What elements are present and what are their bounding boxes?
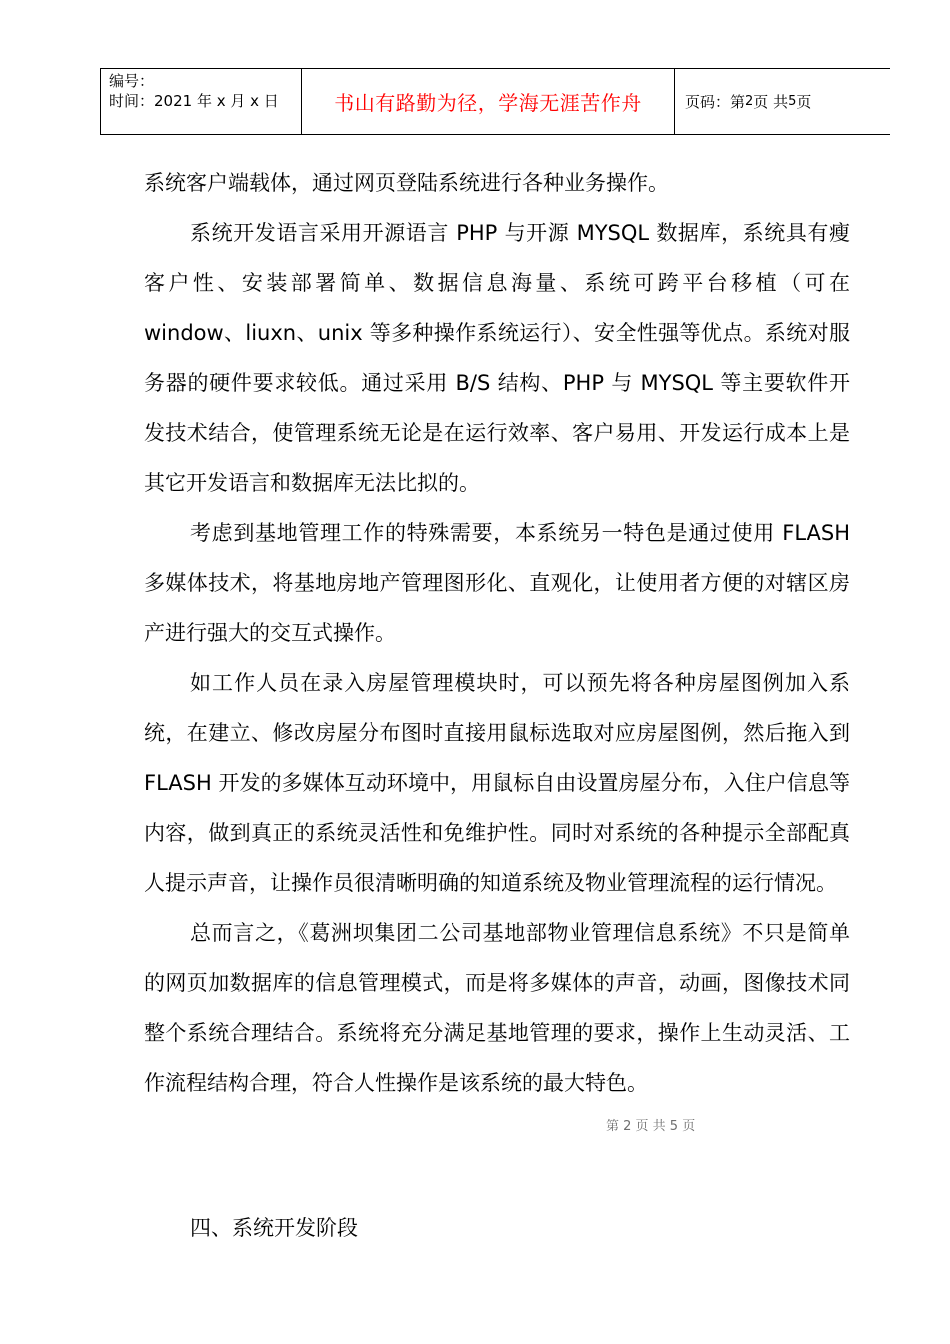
document-body xyxy=(144,158,850,1108)
header-motto-cell xyxy=(302,69,675,134)
paragraph-3: 考虑到基地管理工作的特殊需要，本系统另一特色是通过使用 FLASH 多媒体技术，将基地房地产管理图形化、直观化，让使用者方便的对辖区房产进行强大的交互式操作。 xyxy=(144,521,850,645)
page-footer-overlay: 第 2 页 共 5 页 xyxy=(606,1119,696,1134)
document-time-label: 时间：2021 年 x 月 x 日 xyxy=(109,92,279,110)
document-header xyxy=(100,68,890,135)
page-label-prefix: 页码：第 xyxy=(685,93,746,111)
paragraph-1: 系统客户端载体，通过网页登陆系统进行各种业务操作。 xyxy=(144,171,669,195)
header-meta-cell xyxy=(101,69,302,134)
paragraph-5: 总而言之，《葛洲坝集团二公司基地部物业管理信息系统》不只是简单的网页加数据库的信息管理模式，而是将多媒体的声音，动画，图像技术同整个系统合理结合。系统将充分满足基地管理的要求，操作上生动灵活、工作流程结构合理，符合人性操作是该系统的最大特色。 xyxy=(144,921,850,1095)
header-page-cell xyxy=(675,69,890,134)
paragraph-4: 如工作人员在录入房屋管理模块时，可以预先将各种房屋图例加入系统，在建立、修改房屋分布图时直接用鼠标选取对应房屋图例，然后拖入到 FLASH 开发的多媒体互动环境中，用鼠标自由设置房屋分布，入住户信息等内容，做到真正的系统灵活性和免维护性。同时对系统的各种提示全部配真人提示声音，让操作员很清晰明确的知道系统及物业管理流程的运行情况。 xyxy=(144,671,850,895)
page-label-mid: 页 共 xyxy=(753,93,789,111)
paragraph-2: 系统开发语言采用开源语言 PHP 与开源 MYSQL 数据库，系统具有瘦客户性、安装部署简单、数据信息海量、系统可跨平台移植（可在 window、liuxn、unix 等多种操作系统运行）、安全性强等优点。系统对服务器的硬件要求较低。通过采用 B/S 结构、PHP 与 MYSQL 等主要软件开发技术结合，使管理系统无论是在运行效率、客户易用、开发运行成本上是其它开发语言和数据库无法比拟的。 xyxy=(144,221,850,495)
section-heading: 四、系统开发阶段 xyxy=(190,1216,358,1240)
header-motto: 书山有路勤为径，学海无涯苦作舟 xyxy=(334,91,642,115)
document-number-label: 编号： xyxy=(109,72,155,90)
page-current: 2 xyxy=(745,94,754,109)
page-total: 5 xyxy=(788,94,797,109)
page-label-suffix: 页 xyxy=(796,93,812,111)
